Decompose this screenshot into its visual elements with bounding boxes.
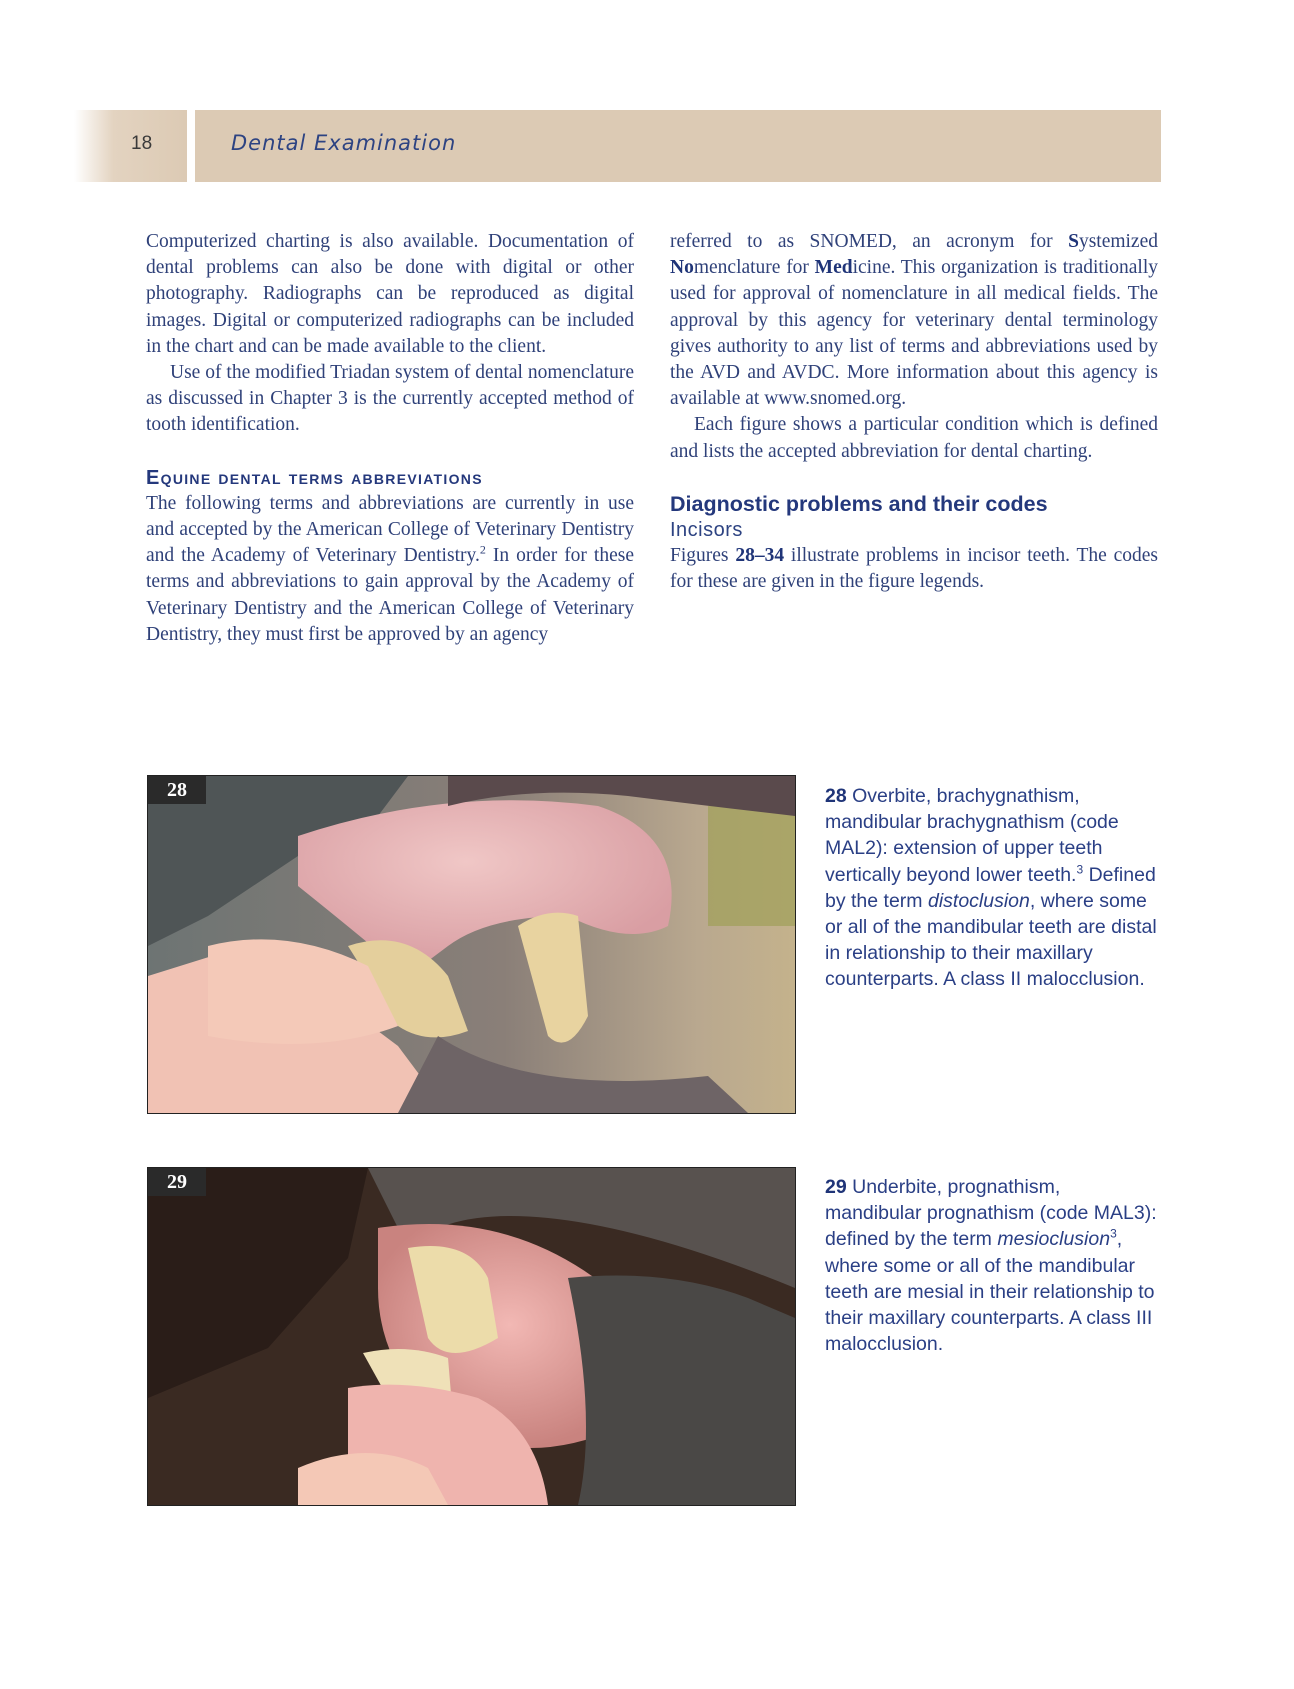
caption-number: 29 bbox=[825, 1176, 847, 1198]
figure-29-photo bbox=[147, 1167, 796, 1506]
paragraph: referred to as SNOMED, an acronym for Systemized Nomenclature for Medicine. This organization is traditionally used for approval of nomenclature in all medical fields. The approval by this agency for veterinary dental terminology gives authority to any list of terms and abbreviations used by the AVD and AVDC. More information about this agency is available at www.snomed.org. bbox=[670, 231, 1159, 410]
reference-marker: 3 bbox=[1110, 1226, 1117, 1241]
subsection-heading: Incisors bbox=[670, 519, 743, 542]
figure-28-caption: 28 Overbite, brachygnathism, mandibular brachygnathism (code MAL2): extension of upper teeth vertically beyond lower teeth.$^3$ Defined by the term distoclusion, where some or all of the mandibular teeth are distal in relationship to their maxillary counterparts. A class II malocclusion. bbox=[825, 785, 1157, 991]
reference-marker: 3 bbox=[1076, 862, 1084, 877]
running-title: Dental Examination bbox=[231, 131, 457, 155]
caption-number: 28 bbox=[825, 785, 847, 807]
reference-marker: 2 bbox=[479, 542, 486, 557]
section-heading: Diagnostic problems and their codes bbox=[670, 491, 1048, 516]
left-column bbox=[146, 229, 634, 648]
page-number: 18 bbox=[131, 133, 153, 154]
figure-label: 29 bbox=[148, 1168, 206, 1196]
paragraph: Each figure shows a particular condition which is defined and lists the accepted abbreviation for dental charting. bbox=[670, 414, 1158, 462]
section-heading: Equine dental terms abbreviations bbox=[146, 466, 483, 489]
horse-incisors-overbite-image bbox=[148, 776, 795, 1113]
paragraph: Computerized charting is also available. Documentation of dental problems can also be done with digital or other photography. Radiographs can be reproduced as digital images. Digital or computerized radiographs can be included in the chart and can be made available to the client. bbox=[146, 231, 634, 357]
right-column bbox=[670, 229, 1158, 596]
paragraph: The following terms and abbreviations are currently in use and accepted by the American College of Veterinary Dentistry and the Academy of Veterinary Dentistry.$^2$ In order for these terms and abbreviations to gain approval by the Academy of Veterinary Dentistry and the American College of Veterinary Dentistry, they must first be approved by an agency bbox=[146, 492, 634, 645]
horse-incisors-underbite-image bbox=[148, 1168, 795, 1505]
figure-28-photo bbox=[147, 775, 796, 1114]
paragraph: Figures 28–34 illustrate problems in incisor teeth. The codes for these are given in the figure legends. bbox=[670, 545, 1158, 593]
figure-label: 28 bbox=[148, 776, 206, 804]
paragraph: Use of the modified Triadan system of dental nomenclature as discussed in Chapter 3 is the currently accepted method of tooth identification. bbox=[146, 362, 634, 436]
figure-29-caption: 29 Underbite, prognathism, mandibular prognathism (code MAL3): defined by the term mesioclusion$^3$, where some or all of the mandibular teeth are mesial in their relationship to their maxillary counterparts. A class III malocclusion. bbox=[825, 1176, 1157, 1356]
